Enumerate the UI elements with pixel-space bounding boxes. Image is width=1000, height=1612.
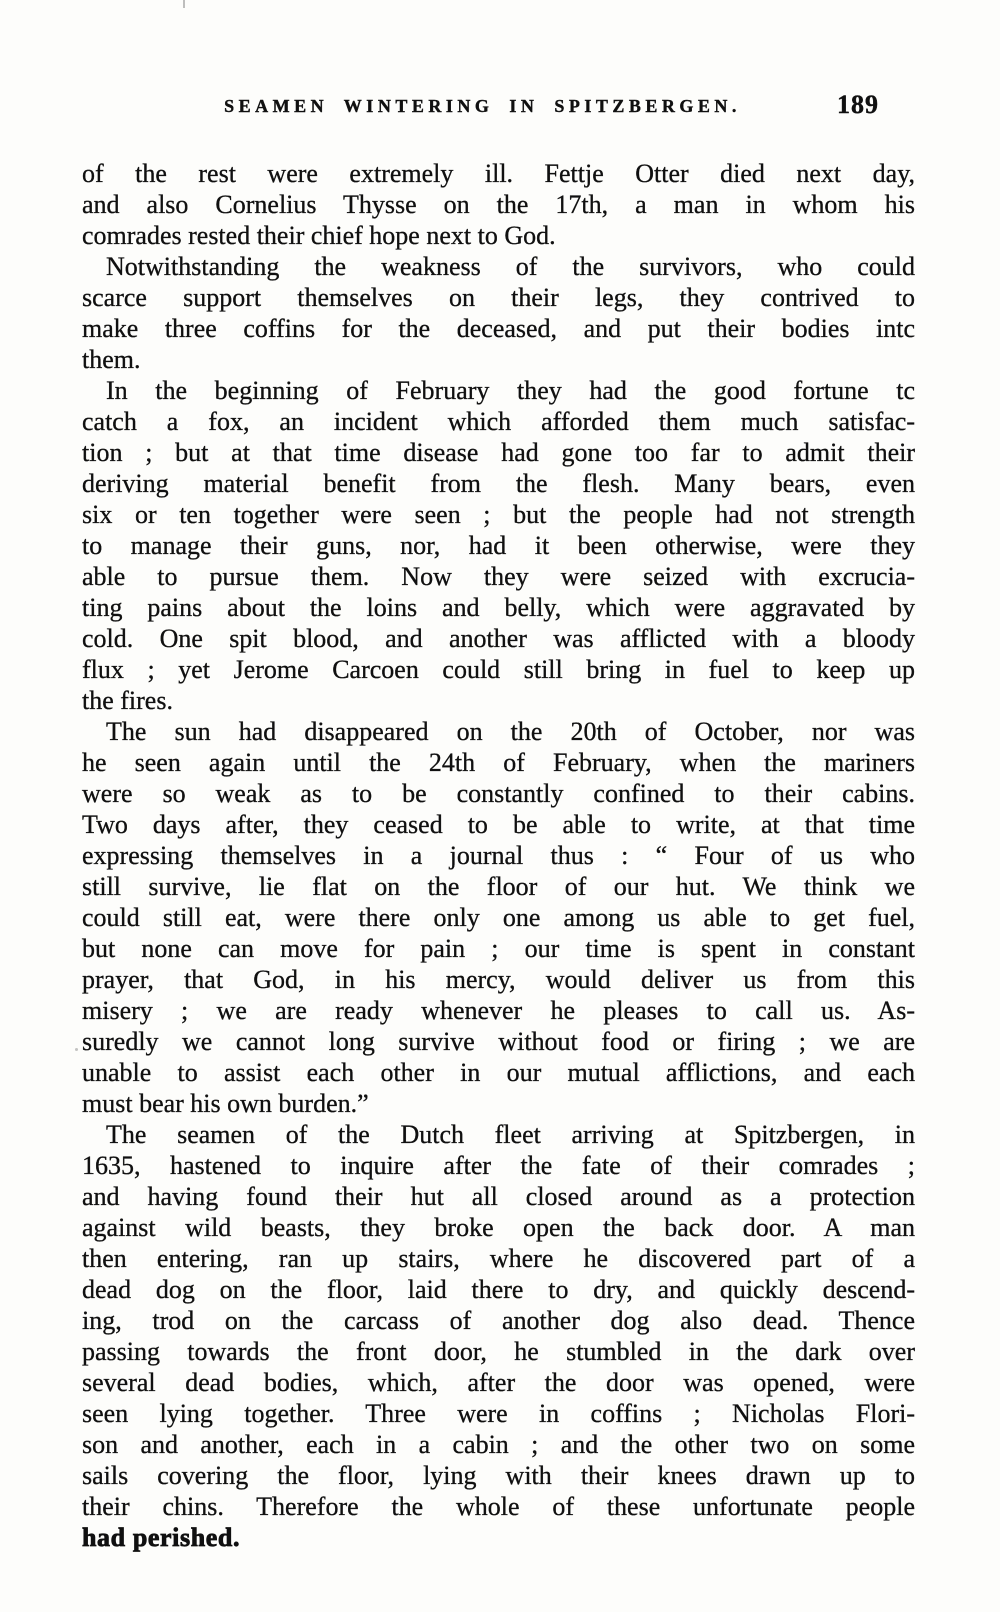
- text-line: Notwithstanding the weakness of the survivors, who could: [106, 252, 915, 281]
- text-line: against wild beasts, they broke open the back door. A man: [82, 1213, 915, 1242]
- text-line: misery ; we are ready whenever he pleases to call us. As-: [82, 996, 915, 1025]
- text-line: must bear his own burden.”: [82, 1089, 369, 1118]
- text-line: them.: [82, 345, 141, 374]
- text-line: were so weak as to be constantly confined to their cabins.: [82, 779, 915, 808]
- paragraph: [82, 251, 915, 375]
- page-body: [82, 158, 915, 1553]
- text-line: expressing themselves in a journal thus : “ Four of us who: [82, 841, 915, 870]
- text-line: 1635, hastened to inquire after the fate of their comrades ;: [82, 1151, 915, 1180]
- text-line: deriving material benefit from the flesh. Many bears, even: [82, 469, 915, 498]
- text-line: In the beginning of February they had the good fortune tc: [106, 376, 915, 405]
- text-line: and also Cornelius Thysse on the 17th, a man in whom his: [82, 190, 915, 219]
- page-number: 189: [837, 90, 879, 119]
- text-line: to manage their guns, nor, had it been otherwise, were they: [82, 531, 915, 560]
- text-line: could still eat, were there only one among us able to get fuel,: [82, 903, 915, 932]
- text-line: dead dog on the floor, laid there to dry, and quickly descend-: [82, 1275, 915, 1304]
- text-line: son and another, each in a cabin ; and the other two on some: [82, 1430, 915, 1459]
- text-line: unable to assist each other in our mutual afflictions, and each: [82, 1058, 915, 1087]
- text-line: flux ; yet Jerome Carcoen could still bring in fuel to keep up: [82, 655, 915, 684]
- text-line: had perished.: [82, 1523, 241, 1552]
- text-line: scarce support themselves on their legs, they contrived to: [82, 283, 915, 312]
- ink-speck: [183, 0, 185, 8]
- text-line: prayer, that God, in his mercy, would deliver us from this: [82, 965, 915, 994]
- text-line: cold. One spit blood, and another was afflicted with a bloody: [82, 624, 915, 653]
- paragraph: [82, 1119, 915, 1553]
- text-line: tion ; but at that time disease had gone too far to admit their: [82, 438, 915, 467]
- text-line: comrades rested their chief hope next to God.: [82, 221, 556, 250]
- paragraph: [82, 158, 915, 251]
- ink-speck: [75, 1048, 78, 1051]
- page-content: [0, 90, 1000, 1553]
- text-line: catch a fox, an incident which afforded them much satisfac-: [82, 407, 915, 436]
- text-line: The seamen of the Dutch fleet arriving at Spitzbergen, in: [106, 1120, 915, 1149]
- text-line: able to pursue them. Now they were seized with excrucia-: [82, 562, 915, 591]
- text-line: sails covering the floor, lying with their knees drawn up to: [82, 1461, 915, 1490]
- text-line: ting pains about the loins and belly, which were aggravated by: [82, 593, 915, 622]
- paragraph: [82, 716, 915, 1119]
- text-line: their chins. Therefore the whole of these unfortunate people: [82, 1492, 915, 1521]
- text-line: still survive, lie flat on the floor of our hut. We think we: [82, 872, 915, 901]
- text-line: The sun had disappeared on the 20th of October, nor was: [106, 717, 915, 746]
- text-line: and having found their hut all closed around as a protection: [82, 1182, 915, 1211]
- text-line: make three coffins for the deceased, and put their bodies intc: [82, 314, 915, 343]
- text-line: suredly we cannot long survive without food or firing ; we are: [82, 1027, 915, 1056]
- text-line: the fires.: [82, 686, 173, 715]
- text-line: he seen again until the 24th of February, when the mariners: [82, 748, 915, 777]
- text-line: seen lying together. Three were in coffins ; Nicholas Flori-: [82, 1399, 915, 1428]
- text-line: Two days after, they ceased to be able to write, at that time: [82, 810, 915, 839]
- text-line: of the rest were extremely ill. Fettje Otter died next day,: [82, 159, 915, 188]
- text-line: six or ten together were seen ; but the people had not strength: [82, 500, 915, 529]
- page-header: [82, 90, 915, 126]
- running-header-title: SEAMEN WINTERING IN SPITZBERGEN.: [224, 96, 741, 116]
- text-line: then entering, ran up stairs, where he discovered part of a: [82, 1244, 915, 1273]
- paragraph: [82, 375, 915, 716]
- text-line: ing, trod on the carcass of another dog also dead. Thence: [82, 1306, 915, 1335]
- text-line: several dead bodies, which, after the door was opened, were: [82, 1368, 915, 1397]
- text-line: passing towards the front door, he stumbled in the dark over: [82, 1337, 915, 1366]
- text-line: but none can move for pain ; our time is spent in constant: [82, 934, 915, 963]
